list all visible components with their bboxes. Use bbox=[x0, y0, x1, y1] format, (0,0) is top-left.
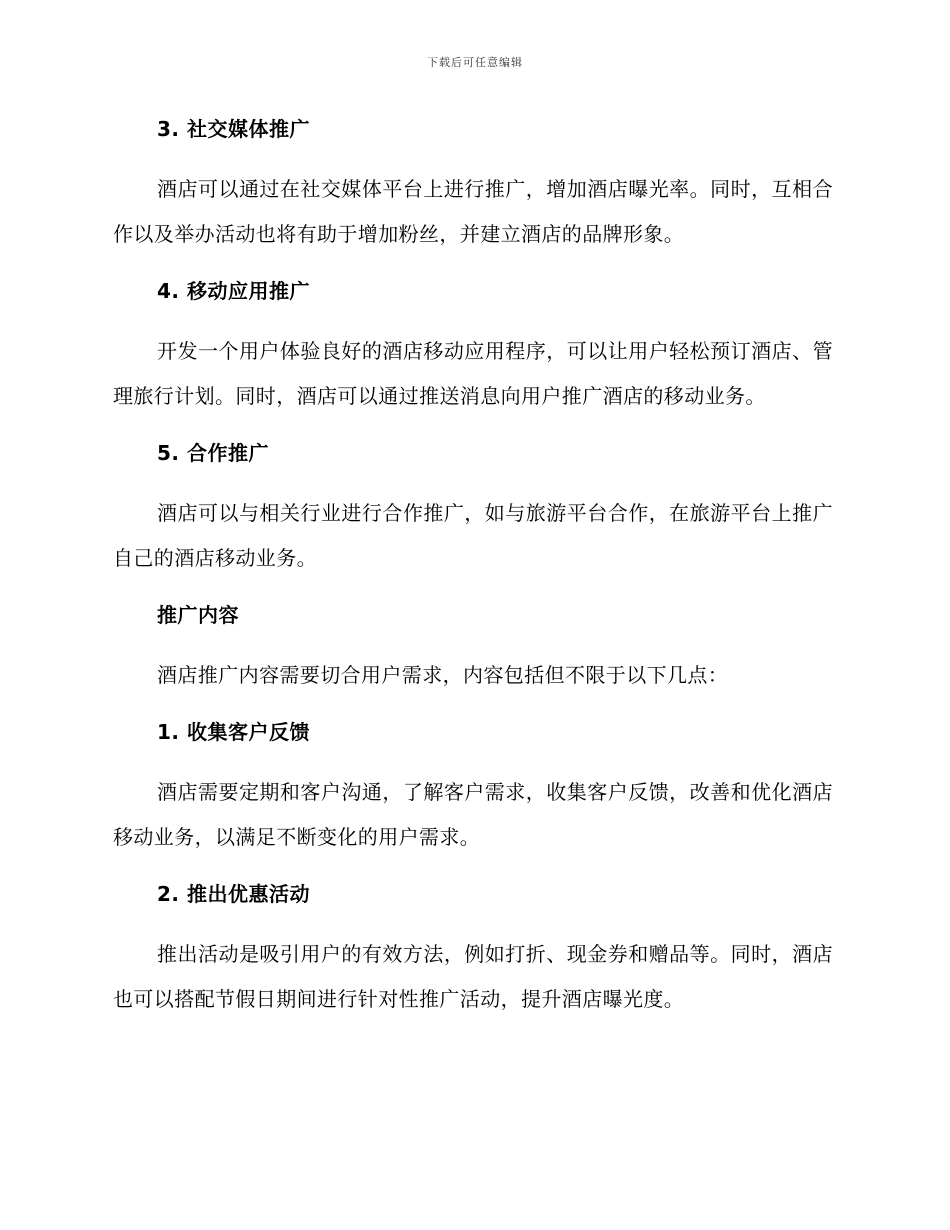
section-heading-customer-feedback: 1. 收集客户反馈 bbox=[157, 720, 310, 744]
section-text-partnership: 酒店可以与相关行业进行合作推广，如与旅游平台合作，在旅游平台上推广自己的酒店移动业务。 bbox=[113, 501, 833, 570]
section-text-discount-activities: 推出活动是吸引用户的有效方法，例如打折、现金券和赠品等。同时，酒店也可以搭配节假日期间进行针对性推广活动，提升酒店曝光度。 bbox=[113, 942, 833, 1011]
section-heading-partnership: 5. 合作推广 bbox=[157, 441, 269, 465]
section-heading-promotion-content: 推广内容 bbox=[157, 603, 239, 627]
section-text-mobile-app: 开发一个用户体验良好的酒店移动应用程序，可以让用户轻松预订酒店、管理旅行计划。同时，酒店可以通过推送消息向用户推广酒店的移动业务。 bbox=[113, 339, 833, 408]
section-text-social-media: 酒店可以通过在社交媒体平台上进行推广，增加酒店曝光率。同时，互相合作以及举办活动也将有助于增加粉丝，并建立酒店的品牌形象。 bbox=[113, 177, 833, 246]
document-body bbox=[113, 114, 833, 1041]
section-heading-mobile-app: 4. 移动应用推广 bbox=[157, 279, 310, 303]
section-heading-social-media: 3. 社交媒体推广 bbox=[157, 117, 310, 141]
section-heading-discount-activities: 2. 推出优惠活动 bbox=[157, 882, 310, 906]
section-text-promotion-content: 酒店推广内容需要切合用户需求，内容包括但不限于以下几点： bbox=[157, 663, 729, 687]
section-text-customer-feedback: 酒店需要定期和客户沟通，了解客户需求，收集客户反馈，改善和优化酒店移动业务，以满足不断变化的用户需求。 bbox=[113, 780, 833, 849]
header-note: 下载后可任意编辑 bbox=[427, 56, 523, 69]
